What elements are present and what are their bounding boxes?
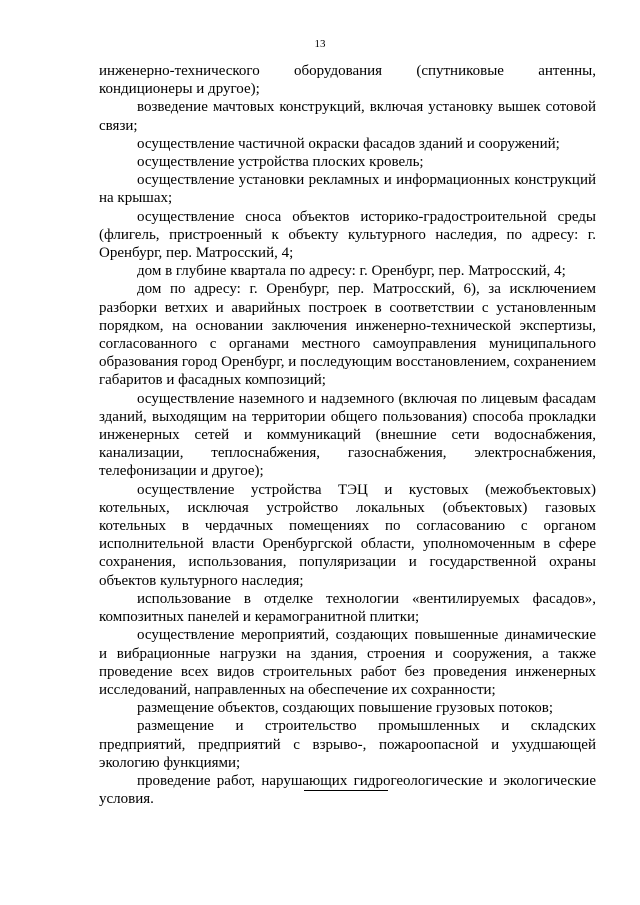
end-of-text-rule xyxy=(304,790,388,791)
paragraph-6: осуществление сноса объектов историко-градостроительной среды (флигель, пристроенный к объекту культурного наследия, по адресу: г. Оренбург, пер. Матросский, 4; xyxy=(99,208,596,262)
paragraph-11: использование в отделке технологии «вентилируемых фасадов», композитных панелей и керамогранитной плитки; xyxy=(99,590,596,626)
paragraph-2: возведение мачтовых конструкций, включая установку вышек сотовой связи; xyxy=(99,99,596,134)
paragraph-4: осуществление устройства плоских кровель; xyxy=(137,154,424,171)
paragraph-12: осуществление мероприятий, создающих повышенные динамические и вибрационные нагрузки на здания, строения и сооружения, а также проведение всех видов строительных работ без проведения инженерных исследований, направленных на обеспечение их сохранности; xyxy=(99,627,596,698)
document-body xyxy=(99,62,596,808)
paragraph-1: инженерно-технического оборудования (спутниковые антенны, кондиционеры и другое); xyxy=(99,63,596,98)
paragraph-15: проведение работ, нарушающих гидрогеологические и экологические условия. xyxy=(99,772,596,808)
paragraph-9: осуществление наземного и надземного (включая по лицевым фасадам зданий, выходящим на территории общего пользования) способа прокладки инженерных сетей и коммуникаций (внешние сети водоснабжения, канализации, теплоснабжения, газоснабжения, электроснабжения, телефонизации и другое); xyxy=(99,390,596,480)
paragraph-5: осуществление установки рекламных и информационных конструкций на крышах; xyxy=(99,172,596,207)
paragraph-3: осуществление частичной окраски фасадов зданий и сооружений; xyxy=(137,135,560,152)
paragraph-13: размещение объектов, создающих повышение грузовых потоков; xyxy=(137,700,554,717)
paragraph-8: дом по адресу: г. Оренбург, пер. Матросский, 6), за исключением разборки ветхих и аварийных построек в соответствии с установленным порядком, на основании заключения инженерно-технической экспертизы, согласованного с органами местного самоуправления муниципального образования город Оренбург, и последующим восстановлением, сохранением габаритов и фасадных композиций; xyxy=(99,281,596,389)
paragraph-10: осуществление устройства ТЭЦ и кустовых (межобъектовых) котельных, исключая устройство локальных (объектовых) газовых котельных в чердачных помещениях по согласованию с органом исполнительной власти Оренбургской области, уполномоченным в сфере сохранения, использования, популяризации и государственной охраны объектов культурного наследия; xyxy=(99,481,596,589)
paragraph-14: размещение и строительство промышленных и складских предприятий, предприятий с взрыво-, пожароопасной и ухудшающей экологию функциями; xyxy=(99,718,596,771)
paragraph-7: дом в глубине квартала по адресу: г. Оренбург, пер. Матросский, 4; xyxy=(137,263,566,280)
page-number: 13 xyxy=(314,38,326,50)
